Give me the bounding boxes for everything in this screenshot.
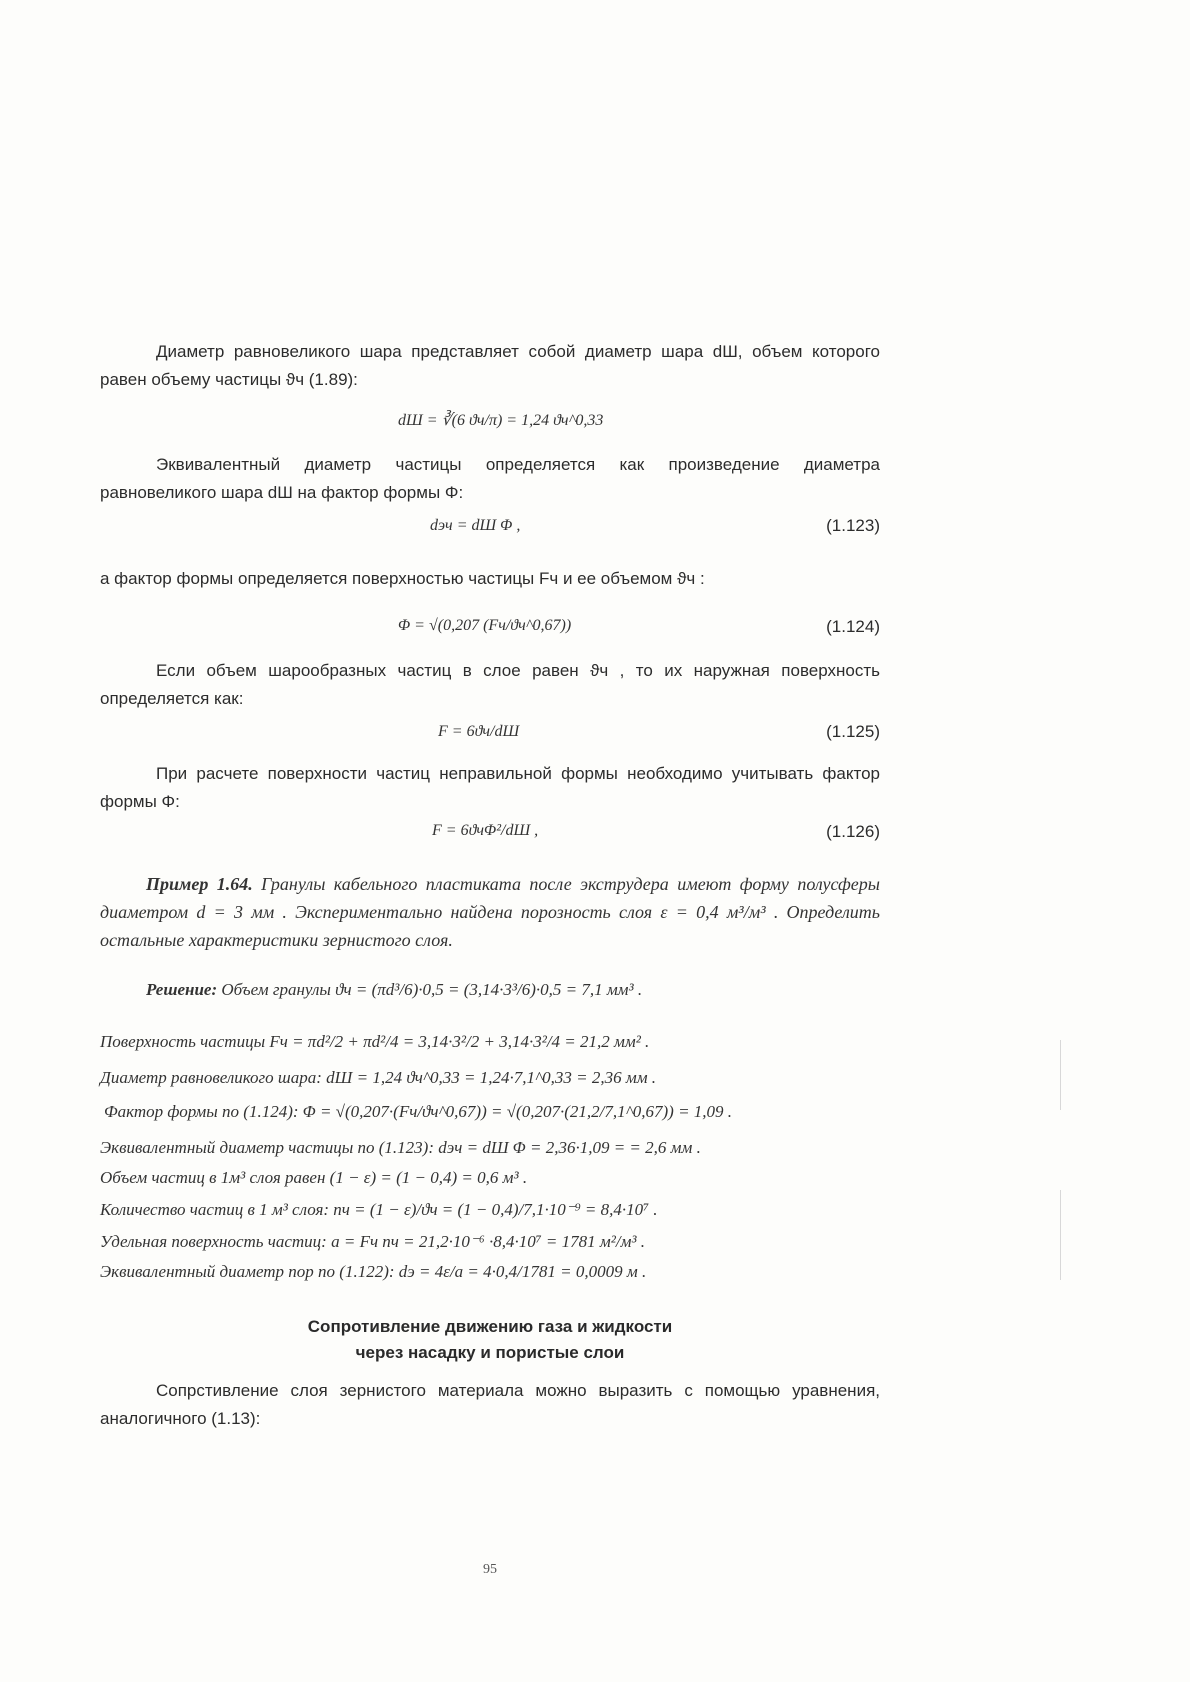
equation-number-1-126: (1.126)	[826, 822, 880, 841]
equation-number-1-125: (1.125)	[826, 722, 880, 741]
formula-1-124: Φ = √(0,207 (Fч/ϑч^0,67))	[398, 617, 572, 634]
equation-number-1-123: (1.123)	[826, 516, 880, 535]
solution-line: Фактор формы по (1.124): Φ = √(0,207·(Fч/ϑч^0,67)) = √(0,207·(21,2/7,1^0,67)) = 1,09 .	[104, 1102, 733, 1121]
paragraph-layer-resistance: Сопрстивление слоя зернистого материала можно выразить с помощью уравнения, аналогичного (1.13):	[100, 1381, 880, 1428]
solution-line-volume	[146, 980, 642, 1000]
formula-1-126: F = 6ϑчΦ²/dШ ,	[432, 822, 539, 839]
formula-sphere-diameter: dШ = ∛(6 ϑч/π) = 1,24 ϑч^0,33	[398, 412, 604, 429]
page-number: 95	[483, 1562, 497, 1577]
section-heading-line: Сопротивление движению газа и жидкости	[307, 1317, 673, 1336]
formula-1-123: dэч = dШ Φ ,	[430, 517, 521, 534]
paragraph-irregular-surface: При расчете поверхности частиц неправильной формы необходимо учитывать фактор формы Φ:	[100, 764, 880, 811]
example-label: Пример 1.64.	[146, 874, 253, 894]
solution-line: Эквивалентный диаметр пор по (1.122): dэ = 4ε/a = 4·0,4/1781 = 0,0009 м .	[100, 1262, 647, 1281]
solution-label: Решение:	[146, 980, 218, 999]
formula-1-125: F = 6ϑч/dШ	[438, 723, 520, 740]
section-heading-line: через насадку и пористые слои	[355, 1343, 625, 1362]
scan-artifact-line	[1060, 1190, 1061, 1280]
solution-line: Диаметр равновеликого шара: dШ = 1,24 ϑч^0,33 = 1,24·7,1^0,33 = 2,36 мм .	[100, 1068, 657, 1087]
solution-line: Объем частиц в 1м³ слоя равен (1 − ε) = (1 − 0,4) = 0,6 м³ .	[100, 1168, 528, 1187]
equation-number-1-124: (1.124)	[826, 617, 880, 636]
section-heading	[100, 1314, 880, 1366]
paragraph-spherical-surface: Если объем шарообразных частиц в слое равен ϑч , то их наружная поверхность определяется как:	[100, 661, 880, 708]
paragraph-equivalent-diameter: Эквивалентный диаметр частицы определяется как произведение диаметра равновеликого шара dШ на фактор формы Φ:	[100, 455, 880, 502]
solution-line: Удельная поверхность частиц: a = Fч nч = 21,2·10⁻⁶ ·8,4·10⁷ = 1781 м²/м³ .	[100, 1232, 646, 1251]
paragraph-shape-factor: а фактор формы определяется поверхностью частицы Fч и ее объемом ϑч :	[100, 569, 705, 588]
solution-line: Поверхность частицы Fч = πd²/2 + πd²/4 = 3,14·3²/2 + 3,14·3²/4 = 21,2 мм² .	[100, 1032, 650, 1051]
example-text: Гранулы кабельного пластиката после экструдера имеют форму полусферы диаметром d = 3 мм . Экспериментально найдена порозность слоя ε = 0,4 м³/м³ . Определить остальные характеристики зернистого слоя.	[100, 874, 880, 950]
example-block	[100, 870, 880, 954]
solution-line: Эквивалентный диаметр частицы по (1.123): dэч = dШ Φ = 2,36·1,09 = = 2,6 мм .	[100, 1138, 701, 1157]
paragraph-equivalent-sphere: Диаметр равновеликого шара представляет собой диаметр шара dШ, объем которого равен объему частицы ϑч (1.89):	[100, 342, 880, 389]
solution-line: Объем гранулы ϑч = (πd³/6)·0,5 = (3,14·3³/6)·0,5 = 7,1 мм³ .	[221, 980, 643, 999]
scan-artifact-line	[1060, 1040, 1061, 1110]
solution-line: Количество частиц в 1 м³ слоя: nч = (1 − ε)/ϑч = (1 − 0,4)/7,1·10⁻⁹ = 8,4·10⁷ .	[100, 1200, 658, 1219]
